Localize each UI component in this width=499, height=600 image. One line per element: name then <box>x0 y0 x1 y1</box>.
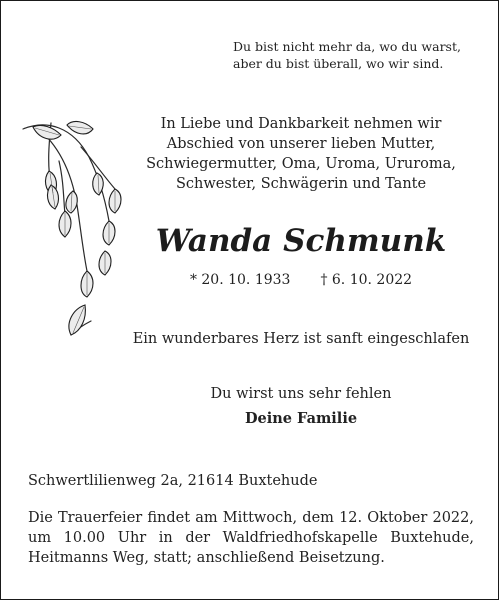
motto-line: aber du bist überall, wo wir sind. <box>233 56 444 71</box>
family-signature: Deine Familie <box>244 410 358 427</box>
birch-branch-icon <box>21 113 131 353</box>
deceased-name: Wanda Schmunk <box>155 223 447 259</box>
service-line: um 10.00 Uhr in der Waldfriedhofskapelle Buxtehude, <box>28 530 474 546</box>
memorial-quote: Ein wunderbares Herz ist sanft eingeschlafen <box>132 331 470 347</box>
death-date: † 6. 10. 2022 <box>320 272 413 288</box>
service-line: Heitmanns Weg, statt; anschließend Beisetzung. <box>28 550 385 566</box>
motto-line: Du bist nicht mehr da, wo du warst, <box>233 39 461 54</box>
intro-line: In Liebe und Dankbarkeit nehmen wir <box>160 116 442 132</box>
intro-line: Abschied von unserer lieben Mutter, <box>166 136 436 152</box>
intro-text <box>131 114 471 194</box>
intro-line: Schwester, Schwägerin und Tante <box>175 176 427 192</box>
funeral-service-info <box>28 508 474 568</box>
motto-verse <box>233 38 461 72</box>
intro-line: Schwiegermutter, Oma, Uroma, Ururoma, <box>146 156 456 172</box>
closing-line: Du wirst uns sehr fehlen <box>210 386 392 402</box>
address-line: Schwertlilienweg 2a, 21614 Buxtehude <box>28 473 318 489</box>
service-line: Die Trauerfeier findet am Mittwoch, dem 12. Oktober 2022, <box>28 510 474 526</box>
life-dates <box>131 270 471 290</box>
birth-date: * 20. 10. 1933 <box>189 272 291 288</box>
